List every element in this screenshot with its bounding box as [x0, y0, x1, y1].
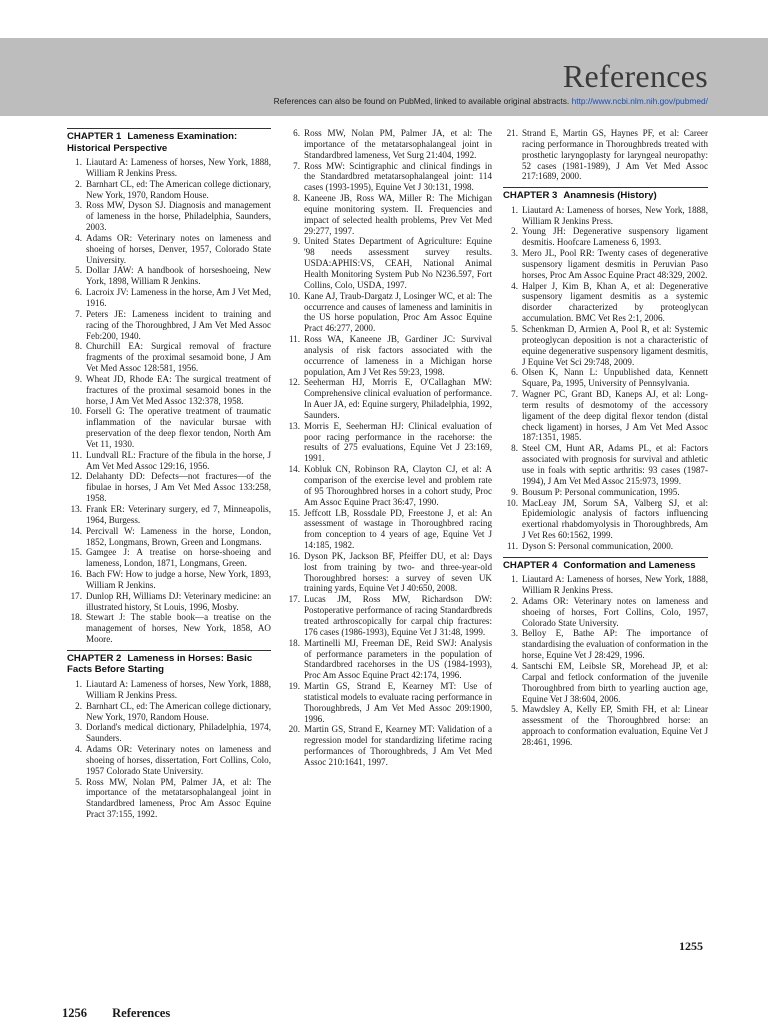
page-title: References	[562, 58, 708, 94]
reference-number: 12.	[288, 377, 300, 388]
reference-number: 4.	[75, 744, 82, 755]
reference-number: 4.	[75, 232, 82, 243]
reference-number: 11.	[70, 449, 82, 460]
reference-item	[503, 628, 708, 661]
reference-item	[285, 161, 492, 194]
reference-item	[285, 236, 492, 290]
reference-number: 6.	[511, 367, 518, 378]
reference-item	[67, 450, 271, 472]
reference-text: Bousum P: Personal communication, 1995.	[522, 486, 680, 497]
reference-number: 5.	[511, 704, 518, 715]
page-header-banner	[0, 38, 768, 116]
page-number: 1255	[679, 939, 703, 953]
reference-item	[503, 226, 708, 248]
reference-text: Lacroix JV: Lameness in the horse, Am J Vet Med, 1916.	[86, 287, 271, 308]
reference-item	[67, 569, 271, 591]
reference-item	[503, 443, 708, 486]
reference-text: Dyson PK, Jackson BF, Pfeiffer DU, et al: Days lost from training by two- and three-year-old Thoroughbred horses: a survey of seven UK training yards, Equine Vet J 40:650, 2008.	[304, 550, 492, 594]
reference-text: Young JH: Degenerative suspensory ligament desmitis. Hoofcare Lameness 6, 1993.	[522, 226, 708, 248]
chapter-heading	[67, 650, 271, 676]
reference-text: Jeffcott LB, Rossdale PD, Freestone J, et al: An assessment of wastage in Thoroughbred racing from conception to 4 years of age, Equine Vet J 14:185, 1982.	[304, 507, 492, 551]
reference-number: 14.	[70, 525, 82, 536]
reference-text: Dunlop RH, Williams DJ: Veterinary medicine: an illustrated history, St Louis, 1996, Mosby.	[86, 590, 271, 612]
reference-list	[503, 205, 708, 552]
reference-text: Seeherman HJ, Morris E, O'Callaghan MW: Comprehensive clinical evaluation of performance. In Auer JA, ed: Equine surgery, Philadelphia, 1992, Saunders.	[304, 377, 492, 420]
reference-item	[285, 551, 492, 594]
pubmed-note-text: References can also be found on PubMed, linked to available original abstracts.	[273, 96, 570, 106]
reference-text: Dyson S: Personal communication, 2000.	[522, 540, 674, 551]
reference-number: 8.	[511, 443, 518, 454]
reference-text: Halper J, Kim B, Khan A, et al: Degenerative suspensory ligament desmitis as a systemic disorder characterized by proteoglycan accumulation. BMC Vet Res 2:1, 2006.	[522, 280, 708, 324]
reference-number: 9.	[75, 373, 82, 384]
reference-text: Ross MW, Nolan PM, Palmer JA, et al: The importance of the metatarsophalangeal joint in Standardbred lameness, Proc Am Assoc Equine Pract 37:155, 1992.	[86, 776, 271, 820]
reference-item	[285, 508, 492, 551]
reference-number: 17.	[70, 590, 82, 601]
reference-item	[285, 681, 492, 724]
reference-text: Belloy E, Bathe AP: The importance of standardising the evaluation of conformation in the horse, Equine Vet J 28:429, 1996.	[522, 628, 708, 661]
reference-number: 17.	[288, 594, 300, 605]
reference-item	[67, 341, 271, 374]
chapter-number: CHAPTER 1	[67, 131, 122, 142]
footer-label: References	[112, 1006, 171, 1020]
chapter-number: CHAPTER 3	[503, 190, 558, 202]
reference-item	[285, 594, 492, 637]
reference-list	[503, 574, 708, 748]
reference-text: Ross WA, Kaneene JB, Gardiner JC: Survival analysis of risk factors associated with the occurrence of lameness in a Michigan horse population, Am J Vet Res 59:23, 1998.	[304, 334, 492, 377]
reference-number: 16.	[70, 569, 82, 580]
reference-item	[67, 265, 271, 287]
reference-number: 3.	[75, 722, 82, 733]
reference-list	[67, 157, 271, 645]
reference-item	[503, 498, 708, 541]
reference-text: Liautard A: Lameness of horses, New York, 1888, William R Jenkins Press.	[522, 574, 708, 596]
reference-item	[285, 421, 492, 464]
reference-number: 10.	[506, 497, 518, 508]
reference-number: 2.	[511, 226, 518, 237]
reference-text: Ross MW: Scintigraphic and clinical findings in the Standardbred metatarsophalangeal joint: 114 cases (1993-1995), Equine Vet J 30:131, 1998.	[304, 160, 492, 193]
reference-item	[503, 596, 708, 629]
reference-number: 9.	[293, 236, 300, 247]
reference-item	[285, 464, 492, 507]
reference-number: 20.	[288, 724, 300, 735]
reference-text: Barnhart CL, ed: The American college dictionary, New York, 1970, Random House.	[86, 700, 271, 722]
reference-text: Lucas JM, Ross MW, Richardson DW: Postoperative performance of racing Standardbreds treated arthroscopically for carpal chip fractures: 176 cases (1986-1993), Equine Vet J 31:48, 1999.	[304, 594, 492, 637]
reference-text: MacLeay JM, Sorum SA, Valberg SJ, et al: Epidemiologic analysis of factors influencing exertional rhabdomyolysis in Thoroughbreds, Am J Vet Res 60:1562, 1999.	[522, 497, 708, 541]
reference-text: Kane AJ, Traub-Dargatz J, Losinger WC, et al: The occurrence and causes of lameness and laminitis in the US horse population, Proc Am Assoc Equine Pract 46:277, 2000.	[304, 290, 492, 334]
reference-text: Churchill EA: Surgical removal of fracture fragments of the proximal sesamoid bone, J Am Vet Med Assoc 128:581, 1956.	[86, 341, 271, 374]
reference-text: Barnhart CL, ed: The American college dictionary, New York, 1970, Random House.	[86, 178, 271, 200]
reference-number: 9.	[511, 486, 518, 497]
reference-item	[285, 193, 492, 236]
reference-item	[67, 157, 271, 179]
reference-number: 10.	[288, 290, 300, 301]
reference-item	[67, 471, 271, 504]
reference-text: Martin GS, Strand E, Kearney MT: Use of statistical models to evaluate racing performance in Thoroughbreds, J Am Vet Med Assoc 209:1900, 1996.	[304, 681, 492, 724]
reference-item	[67, 612, 271, 645]
reference-number: 8.	[75, 341, 82, 352]
reference-column-1	[67, 128, 271, 820]
reference-text: Gamgee J: A treatise on horse-shoeing and lameness, London, 1871, Longmans, Green.	[86, 547, 271, 569]
reference-column-3	[503, 128, 708, 748]
reference-item	[67, 233, 271, 266]
footer-page-number: 1256	[62, 1006, 87, 1020]
reference-item	[285, 291, 492, 334]
reference-list	[285, 128, 492, 768]
reference-number: 11.	[288, 334, 300, 345]
reference-item	[67, 591, 271, 613]
reference-item	[503, 281, 708, 324]
reference-item	[503, 661, 708, 704]
reference-text: Wheat JD, Rhode EA: The surgical treatment of fractures of the proximal sesamoid bones in the horse, J Am Vet Med Assoc 132:378, 1958.	[86, 373, 271, 406]
chapter-number: CHAPTER 2	[67, 652, 122, 664]
reference-text: Forsell G: The operative treatment of traumatic inflammation of the navicular bursae with preservation of the deep flexor tendon, North Am Vet 11, 1930.	[86, 406, 271, 449]
reference-item	[67, 309, 271, 342]
reference-number: 13.	[288, 420, 300, 431]
reference-number: 19.	[288, 681, 300, 692]
reference-number: 7.	[75, 308, 82, 319]
reference-number: 1.	[511, 574, 518, 585]
reference-number: 4.	[511, 280, 518, 291]
chapter-heading	[503, 557, 708, 572]
reference-number: 5.	[75, 265, 82, 276]
reference-number: 2.	[75, 178, 82, 189]
reference-number: 13.	[70, 504, 82, 514]
reference-text: Santschi EM, Leibsle SR, Morehead JP, et al: Carpal and fetlock conformation of the juvenile Thoroughbred from birth to yearling auction age, Equine Vet J 38:604, 2006.	[522, 660, 708, 704]
reference-text: Steel CM, Hunt AR, Adams PL, et al: Factors associated with prognosis for survival and athletic use in foals with septic arthritis: 93 cases (1987-1994), J Am Vet Med Assoc 215:973, 1999.	[522, 443, 708, 486]
reference-text: Mero JL, Pool RR: Twenty cases of degenerative suspensory ligament desmitis in Peruvian Paso horses, Proc Am Assoc Equine Pract 48:329, 2002.	[522, 248, 708, 280]
reference-number: 2.	[75, 700, 82, 711]
reference-number: 12.	[70, 471, 82, 482]
reference-number: 4.	[511, 660, 518, 671]
chapter-number: CHAPTER 4	[503, 559, 558, 571]
reference-item	[67, 504, 271, 526]
reference-item	[503, 367, 708, 389]
reference-column-2	[285, 128, 492, 768]
reference-number: 6.	[75, 287, 82, 298]
reference-number: 18.	[70, 612, 82, 623]
reference-number: 3.	[75, 200, 82, 211]
reference-text: Kobluk CN, Robinson RA, Clayton CJ, et al: A comparison of the exercise level and problem rate of 95 Thoroughbred horses in a cohort study, Proc Am Assoc Equine Pract 36:47, 1990.	[304, 464, 492, 507]
reference-number: 5.	[511, 324, 518, 334]
reference-number: 16.	[288, 550, 300, 561]
reference-text: Percivall W: Lameness in the horse, London, 1852, Longmans, Brown, Green and Longmans.	[86, 525, 271, 547]
reference-item	[503, 574, 708, 596]
chapter-heading	[503, 187, 708, 202]
chapter-title: Lameness in Horses: Basic Facts Before Starting	[67, 652, 253, 676]
reference-item	[285, 724, 492, 767]
reference-item	[503, 248, 708, 281]
reference-item	[503, 205, 708, 227]
pubmed-link[interactable]: http://www.ncbi.nlm.nih.gov/pubmed/	[571, 96, 708, 106]
reference-item	[503, 324, 708, 367]
reference-text: Strand E, Martin GS, Haynes PF, et al: Career racing performance in Thoroughbreds treated with prosthetic laryngoplasty for laryngeal neuropathy: 52 cases (1981-1989), J Am Vet Med Assoc 217:1689, 2000.	[522, 128, 708, 182]
reference-text: Wagner PC, Grant BD, Kaneps AJ, et al: Long-term results of desmotomy of the accessory ligament of the deep digital flexor tendon (distal check ligament) in horses, J Am Vet Med Assoc 187:1351, 1985.	[522, 389, 708, 443]
reference-number: 15.	[288, 507, 300, 518]
reference-item	[285, 638, 492, 681]
reference-item	[503, 487, 708, 498]
reference-text: Adams OR: Veterinary notes on lameness and shoeing of horses, Denver, 1957, Colorado State University.	[86, 232, 271, 265]
reference-item	[67, 526, 271, 548]
reference-item	[67, 374, 271, 407]
reference-item	[67, 701, 271, 723]
reference-text: Morris E, Seeherman HJ: Clinical evaluation of poor racing performance in the racehorse: the results of 275 evaluations, Equine Vet J 23:169, 1991.	[304, 420, 492, 464]
reference-text: Olsen K, Nann L: Unpublished data, Kennett Square, Pa, 1995, University of Pennsylvania.	[522, 367, 708, 389]
pubmed-note	[274, 96, 708, 106]
reference-text: Dollar JAW: A handbook of horseshoeing, New York, 1898, William R Jenkins.	[86, 265, 271, 287]
reference-text: Liautard A: Lameness of horses, New York, 1888, William R Jenkins Press.	[522, 204, 708, 226]
reference-number: 1.	[75, 678, 82, 689]
reference-text: Adams OR: Veterinary notes on lameness and shoeing of horses, dissertation, Fort Collins, Colo, 1957 Colorado State University.	[86, 744, 271, 776]
page-footer	[62, 1006, 170, 1021]
reference-list	[503, 128, 708, 182]
reference-text: Adams OR: Veterinary notes on lameness and shoeing of horses, Fort Collins, Colo, 1957, Colorado State University.	[522, 595, 708, 628]
reference-number: 1.	[75, 157, 82, 167]
chapter-title: Anamnesis (History)	[563, 190, 657, 202]
reference-item	[285, 334, 492, 377]
reference-number: 21.	[506, 128, 518, 138]
reference-number: 6.	[293, 128, 300, 138]
reference-list	[67, 679, 271, 820]
reference-text: Martinelli MJ, Freeman DE, Reid SWJ: Analysis of performance parameters in the population of Standardbred racehorses in the US (1984-1993), Proc Am Assoc Equine Pract 42:174, 1996.	[304, 637, 492, 681]
reference-item	[67, 287, 271, 309]
chapter-title: Lameness Examination: Historical Perspective	[67, 131, 238, 154]
reference-text: Schenkman D, Armien A, Pool R, et al: Systemic proteoglycan deposition is not a characteristic of equine degenerative suspensory ligament desmitis, J Equine Vet Sci 29:748, 2009.	[522, 324, 708, 367]
reference-number: 7.	[293, 160, 300, 171]
reference-text: Bach FW: How to judge a horse, New York, 1893, William R Jenkins.	[86, 569, 271, 590]
reference-item	[67, 777, 271, 820]
reference-number: 15.	[70, 547, 82, 558]
reference-text: Delahanty DD: Defects—not fractures—of the fibulae in horses, J Am Vet Med Assoc 133:258, 1958.	[86, 471, 271, 504]
reference-item	[67, 179, 271, 201]
reference-number: 10.	[70, 406, 82, 417]
reference-text: Ross MW, Nolan PM, Palmer JA, et al: The importance of the metatarsophalangeal joint in Standardbred lameness, Vet Surg 21:404, 1992.	[304, 128, 492, 160]
reference-text: Mawdsley A, Kelly EP, Smith FH, et al: Linear assessment of the Thoroughbred horse: an approach to conformation evaluation, Equine Vet J 28:461, 1996.	[522, 704, 708, 747]
reference-text: Dorland's medical dictionary, Philadelphia, 1974, Saunders.	[86, 722, 271, 744]
reference-number: 14.	[288, 464, 300, 475]
reference-number: 2.	[511, 595, 518, 606]
reference-item	[285, 377, 492, 420]
reference-text: Frank ER: Veterinary surgery, ed 7, Minneapolis, 1964, Burgess.	[86, 504, 271, 525]
reference-item	[67, 547, 271, 569]
reference-item	[503, 389, 708, 443]
reference-number: 11.	[506, 540, 518, 551]
reference-item	[67, 200, 271, 233]
reference-text: Ross MW, Dyson SJ. Diagnosis and management of lameness in the horse, Philadelphia, Saunders, 2003.	[86, 200, 271, 233]
reference-number: 5.	[75, 776, 82, 787]
chapter-heading	[67, 128, 271, 154]
reference-number: 1.	[511, 204, 518, 215]
reference-item	[67, 722, 271, 744]
reference-item	[67, 744, 271, 777]
reference-number: 3.	[511, 248, 518, 259]
reference-item	[67, 679, 271, 701]
reference-text: Lundvall RL: Fracture of the fibula in the horse, J Am Vet Med Assoc 129:16, 1956.	[86, 449, 271, 471]
reference-number: 7.	[511, 389, 518, 400]
reference-item	[503, 128, 708, 182]
reference-text: United States Department of Agriculture: Equine '98 needs assessment survey results. USDA:APHIS:VS, CEAH, National Animal Health Monitoring System Pub No N236.597, Fort Collins, Colo, USDA, 1997.	[304, 236, 492, 290]
reference-text: Kaneene JB, Ross WA, Miller R: The Michigan equine monitoring system. II. Frequencies and impact of selected health problems, Prev Vet Med 29:277, 1997.	[304, 193, 492, 236]
chapter-title: Conformation and Lameness	[563, 559, 696, 571]
reference-number: 3.	[511, 628, 518, 639]
reference-text: Peters JE: Lameness incident to training and racing of the Thoroughbred, J Am Vet Med Assoc Feb:200, 1940.	[86, 308, 271, 341]
reference-item	[503, 541, 708, 552]
reference-text: Stewart J: The stable book—a treatise on the management of horses, New York, 1858, AO Moore.	[86, 612, 271, 645]
reference-text: Liautard A: Lameness of horses, New York, 1888, William R Jenkins Press.	[86, 157, 271, 178]
reference-item	[503, 704, 708, 747]
reference-number: 18.	[288, 637, 300, 648]
reference-number: 8.	[293, 193, 300, 204]
reference-item	[67, 406, 271, 449]
reference-item	[285, 128, 492, 161]
reference-text: Liautard A: Lameness of horses, New York, 1888, William R Jenkins Press.	[86, 678, 271, 700]
reference-text: Martin GS, Strand E, Kearney MT: Validation of a regression model for standardizing lifetime racing performances of Thoroughbreds, J Am Vet Med Assoc 210:1641, 1997.	[304, 724, 492, 767]
